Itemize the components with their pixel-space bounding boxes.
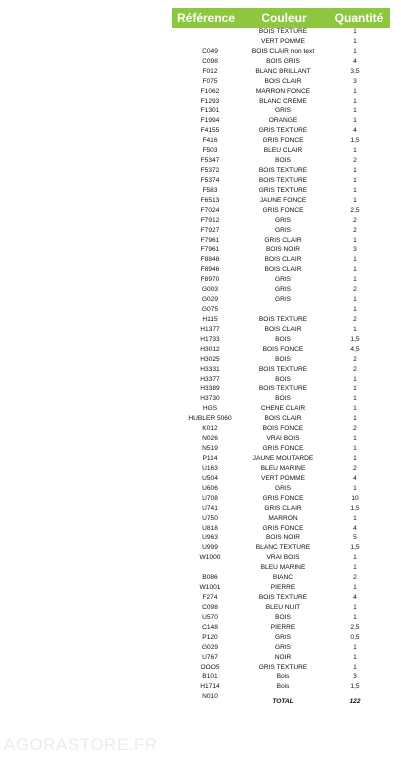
cell-reference: G075 <box>201 306 219 314</box>
cell-quantite: 1 <box>353 514 357 522</box>
cell-couleur: BOIS CLAIR <box>264 266 302 274</box>
cell-reference: N010 <box>202 693 218 701</box>
watermark: AGORASTORE.FR <box>4 735 158 754</box>
table-row <box>0 682 401 692</box>
cell-quantite: 1 <box>353 613 357 621</box>
cell-quantite: 2,5 <box>350 206 360 214</box>
cell-couleur: BLANC CREME <box>259 97 307 105</box>
cell-couleur: BOIS CLAIR <box>264 325 302 333</box>
cell-couleur: BOIS <box>275 355 291 363</box>
cell-reference: H3389 <box>200 385 220 393</box>
cell-quantite: 1 <box>353 266 357 274</box>
table-row <box>0 563 401 573</box>
cell-couleur: BOIS GRIS <box>266 57 300 65</box>
cell-quantite: 4 <box>353 57 357 65</box>
table-row <box>0 216 401 226</box>
table-row <box>0 325 401 335</box>
cell-couleur: BLEU MARINE <box>260 464 306 472</box>
table-row <box>0 424 401 434</box>
table-row <box>0 464 401 474</box>
table-row <box>0 295 401 305</box>
cell-reference: F1301 <box>200 107 220 115</box>
table-row <box>0 335 401 345</box>
table-row <box>0 623 401 633</box>
cell-reference: F503 <box>202 147 218 155</box>
cell-couleur <box>234 305 332 315</box>
table-row <box>0 573 401 583</box>
cell-reference: G029 <box>201 296 219 304</box>
cell-reference: F7961 <box>200 246 220 254</box>
cell-quantite: 1 <box>353 28 357 35</box>
cell-reference: H115 <box>202 315 218 323</box>
cell-couleur: GRIS <box>274 226 292 234</box>
cell-quantite: 1 <box>353 484 357 492</box>
table-row <box>0 196 401 206</box>
table-row <box>0 474 401 484</box>
total-label: TOTAL <box>272 698 294 705</box>
cell-reference: F5372 <box>200 167 220 175</box>
cell-quantite: 1 <box>353 37 357 45</box>
table-row <box>0 315 401 325</box>
table-row <box>0 543 401 553</box>
cell-quantite: 1 <box>353 296 357 304</box>
cell-couleur: GRIS FONCE <box>262 445 304 453</box>
table-row <box>0 265 401 275</box>
cell-couleur: BLANC BRILLANT <box>255 67 311 75</box>
cell-quantite: 2,5 <box>350 623 360 631</box>
cell-reference: P114 <box>202 454 218 462</box>
table-row <box>0 126 401 136</box>
cell-quantite: 1 <box>353 167 357 175</box>
cell-reference: C148 <box>202 623 218 631</box>
cell-quantite: 1 <box>353 643 357 651</box>
cell-quantite: 2 <box>353 286 357 294</box>
cell-reference: F6513 <box>200 196 220 204</box>
table-row <box>0 633 401 643</box>
cell-couleur: GRIS CLAIR <box>264 504 302 512</box>
cell-quantite: 1 <box>353 276 357 284</box>
cell-quantite: 1 <box>353 87 357 95</box>
cell-reference: U504 <box>202 474 218 482</box>
table-row <box>0 275 401 285</box>
cell-reference: H1377 <box>200 325 220 333</box>
cell-couleur: BOIS TEXTURE <box>258 315 308 323</box>
cell-couleur: BOIS TEXTURE <box>258 385 308 393</box>
table-row <box>0 514 401 524</box>
cell-reference: F1293 <box>200 97 220 105</box>
cell-couleur: NOIR <box>274 653 292 661</box>
cell-reference: F5347 <box>200 157 220 165</box>
cell-quantite: 1 <box>353 306 357 314</box>
table-row <box>0 553 401 563</box>
table-row <box>0 494 401 504</box>
header-quantite: Quantité <box>334 11 384 25</box>
cell-quantite: 2 <box>353 464 357 472</box>
cell-reference: N519 <box>202 445 218 453</box>
cell-reference: F012 <box>202 67 218 75</box>
cell-couleur: BOIS CLAIR <box>264 415 302 423</box>
cell-quantite: 1,5 <box>350 137 360 145</box>
cell-reference: U606 <box>202 484 218 492</box>
cell-reference: B101 <box>202 673 218 681</box>
cell-quantite: 1 <box>353 435 357 443</box>
cell-quantite: 1 <box>353 454 357 462</box>
cell-quantite: 2 <box>353 365 357 373</box>
cell-couleur: GRIS FONCE <box>262 206 304 214</box>
cell-couleur: GRIS <box>274 633 292 641</box>
cell-reference: F8970 <box>200 276 220 284</box>
cell-reference: U708 <box>202 494 218 502</box>
cell-couleur: Bois <box>276 683 290 691</box>
cell-couleur: GRIS <box>274 296 292 304</box>
cell-quantite: 1 <box>353 176 357 184</box>
cell-couleur: GRIS <box>274 216 292 224</box>
cell-couleur: BLEU MARINE <box>260 564 306 572</box>
cell-reference: U570 <box>202 613 218 621</box>
table-row <box>0 245 401 255</box>
table-row <box>0 47 401 57</box>
table-row <box>0 454 401 464</box>
table-row <box>0 116 401 126</box>
cell-quantite: 5 <box>353 534 357 542</box>
table-row <box>0 365 401 375</box>
table-row <box>0 672 401 682</box>
table-row <box>0 27 401 37</box>
cell-couleur: BOIS NOIR <box>265 246 301 254</box>
table-row <box>0 404 401 414</box>
cell-quantite: 1 <box>353 107 357 115</box>
cell-quantite: 1 <box>353 405 357 413</box>
cell-reference: F5374 <box>200 176 220 184</box>
cell-reference: U963 <box>202 534 218 542</box>
cell-quantite: 3 <box>353 77 357 85</box>
cell-couleur: BOIS TEXTURE <box>258 594 308 601</box>
cell-reference: K012 <box>202 425 218 433</box>
cell-quantite: 1 <box>353 186 357 194</box>
cell-couleur: JAUNE FONCE <box>259 196 307 204</box>
table-row <box>0 305 401 315</box>
cell-couleur: PIERRE <box>270 623 296 631</box>
cell-quantite: 1 <box>353 415 357 423</box>
cell-couleur: GRIS FONCE <box>262 524 304 532</box>
cell-couleur: BLEU NUIT <box>265 603 301 611</box>
cell-quantite: 1 <box>353 445 357 453</box>
cell-quantite: 1 <box>353 47 357 55</box>
cell-couleur: GRIS FONCE <box>262 137 304 145</box>
cell-reference: W1000 <box>199 554 221 562</box>
cell-reference: C049 <box>202 47 218 55</box>
cell-reference: U741 <box>202 504 218 512</box>
cell-couleur: BOIS CLAIR <box>264 77 302 85</box>
cell-reference: F4155 <box>200 127 220 135</box>
cell-couleur: BIANC <box>272 574 294 582</box>
cell-quantite: 4 <box>353 524 357 532</box>
cell-quantite: 1 <box>353 117 357 125</box>
cell-couleur: GRIS <box>274 484 292 492</box>
cell-couleur: BOIS FONCE <box>262 425 304 433</box>
cell-couleur: Bois <box>276 673 290 681</box>
cell-quantite: 4 <box>353 594 357 601</box>
cell-reference: U999 <box>202 544 218 552</box>
cell-couleur: GRIS <box>274 643 292 651</box>
cell-couleur: BOIS TEXTURE <box>258 365 308 373</box>
table-row <box>0 285 401 295</box>
cell-reference: U163 <box>202 464 218 472</box>
cell-quantite: 2 <box>353 157 357 165</box>
cell-quantite: 4,5 <box>350 345 360 353</box>
table-row <box>0 186 401 196</box>
cell-couleur: BOIS CLAIR non text <box>251 47 315 55</box>
cell-couleur: ORANGE <box>268 117 298 125</box>
cell-quantite: 1,5 <box>350 683 360 691</box>
cell-quantite: 1 <box>353 564 357 572</box>
table-row <box>0 176 401 186</box>
cell-couleur: MARRON <box>268 514 298 522</box>
cell-couleur: BOIS NOIR <box>265 534 301 542</box>
cell-reference: F8848 <box>200 256 220 264</box>
table-row <box>0 663 401 673</box>
header-couleur: Couleur <box>261 11 307 25</box>
table-row <box>0 87 401 97</box>
cell-reference: U750 <box>202 514 218 522</box>
header-reference: Référence <box>176 11 236 25</box>
cell-couleur: BOIS TEXTURE <box>258 28 308 35</box>
cell-reference: F7912 <box>200 216 220 224</box>
cell-quantite: 1 <box>353 236 357 244</box>
cell-quantite: 1 <box>353 196 357 204</box>
cell-quantite: 3 <box>353 673 357 681</box>
cell-reference: H3331 <box>200 365 220 373</box>
table-row <box>0 57 401 67</box>
cell-reference: F8946 <box>200 266 220 274</box>
cell-reference: G003 <box>201 286 219 294</box>
cell-reference: B086 <box>202 574 218 582</box>
cell-reference: H1733 <box>200 335 220 343</box>
table-row <box>0 156 401 166</box>
cell-couleur: BOIS <box>275 395 291 403</box>
cell-quantite: 1 <box>353 395 357 403</box>
cell-reference: G029 <box>201 643 219 651</box>
cell-quantite: 3 <box>353 246 357 254</box>
cell-quantite: 2 <box>353 216 357 224</box>
table-row <box>0 226 401 236</box>
cell-reference: OOO5 <box>200 663 220 671</box>
table-row <box>0 255 401 265</box>
table-row <box>0 593 401 603</box>
table-row <box>0 136 401 146</box>
table-row <box>0 533 401 543</box>
cell-reference: H3012 <box>200 345 220 353</box>
table-row <box>0 355 401 365</box>
cell-couleur: BOIS FONCE <box>262 345 304 353</box>
cell-reference: C098 <box>202 603 218 611</box>
table-row <box>0 67 401 77</box>
cell-quantite: 1 <box>353 375 357 383</box>
cell-couleur: BOIS <box>275 375 291 383</box>
table-row <box>0 643 401 653</box>
cell-couleur: VRAI BOIS <box>266 435 300 443</box>
cell-couleur: GRIS TEXTURE <box>258 663 308 671</box>
cell-quantite: 10 <box>351 494 359 502</box>
cell-reference: P120 <box>202 633 218 641</box>
cell-quantite: 1 <box>353 256 357 264</box>
cell-couleur: BOIS TEXTURE <box>258 176 308 184</box>
cell-quantite: 2 <box>353 425 357 433</box>
cell-reference: H3025 <box>200 355 220 363</box>
cell-reference: F274 <box>202 594 218 601</box>
cell-quantite: 2 <box>353 226 357 234</box>
table-row <box>0 444 401 454</box>
cell-couleur: GRIS <box>274 286 292 294</box>
table-row <box>0 434 401 444</box>
table-row <box>0 345 401 355</box>
cell-reference: U818 <box>202 524 218 532</box>
cell-reference: HGS <box>202 405 218 413</box>
table-row <box>0 375 401 385</box>
cell-couleur: BLEU CLAIR <box>263 147 303 155</box>
cell-reference: C098 <box>202 57 218 65</box>
cell-reference: U767 <box>202 653 218 661</box>
cell-couleur: GRIS TEXTURE <box>258 186 308 194</box>
table-row <box>0 236 401 246</box>
cell-quantite: 4 <box>353 474 357 482</box>
table-row <box>0 106 401 116</box>
table-row <box>0 77 401 87</box>
cell-quantite: 0,5 <box>350 633 360 641</box>
cell-couleur: VERT POMME <box>260 37 306 45</box>
cell-quantite: 1 <box>353 554 357 562</box>
cell-quantite: 4 <box>353 127 357 135</box>
cell-reference: F416 <box>202 137 218 145</box>
cell-quantite: 3,5 <box>350 67 360 75</box>
cell-couleur: GRIS TEXTURE <box>258 127 308 135</box>
cell-couleur: VRAI BOIS <box>266 554 300 562</box>
cell-couleur: PIERRE <box>270 584 296 592</box>
cell-reference: H3377 <box>200 375 220 383</box>
table-row <box>0 504 401 514</box>
cell-couleur: GRIS <box>274 276 292 284</box>
cell-couleur: VERT POMME <box>260 474 306 482</box>
table-row <box>0 524 401 534</box>
cell-quantite: 1 <box>353 603 357 611</box>
cell-quantite: 1 <box>353 147 357 155</box>
cell-quantite: 1 <box>353 325 357 333</box>
table-row <box>0 394 401 404</box>
cell-couleur: CHENE CLAIR <box>260 405 306 413</box>
cell-quantite: 1,5 <box>350 544 360 552</box>
cell-quantite: 2 <box>353 315 357 323</box>
cell-quantite: 1 <box>353 653 357 661</box>
cell-reference: F7024 <box>200 206 220 214</box>
cell-couleur: GRIS FONCE <box>262 494 304 502</box>
table-row <box>0 653 401 663</box>
cell-couleur: GRIS CLAIR <box>264 236 302 244</box>
table-row <box>0 166 401 176</box>
cell-quantite: 1 <box>353 97 357 105</box>
cell-reference: F583 <box>202 186 218 194</box>
total-value: 122 <box>349 698 361 705</box>
table-row <box>0 384 401 394</box>
table-row <box>0 484 401 494</box>
cell-reference: F075 <box>202 77 218 85</box>
table-row <box>0 97 401 107</box>
cell-quantite: 1 <box>353 385 357 393</box>
total-row <box>0 697 401 707</box>
cell-quantite: 1 <box>353 584 357 592</box>
cell-couleur: BLANC TEXTURE <box>255 544 311 552</box>
table-header <box>172 8 390 28</box>
table-row <box>0 146 401 156</box>
cell-couleur: GRIS <box>274 107 292 115</box>
cell-reference: F1994 <box>200 117 220 125</box>
cell-couleur: BOIS CLAIR <box>264 256 302 264</box>
cell-reference: W1001 <box>199 584 221 592</box>
cell-reference: H1714 <box>200 683 220 691</box>
cell-reference: F7961 <box>200 236 220 244</box>
cell-couleur: BOIS <box>275 613 291 621</box>
cell-reference: HUBLER 5060 <box>188 415 232 423</box>
cell-couleur: JAUNE MOUTARDE <box>252 454 314 462</box>
cell-couleur: MARRON FONCE <box>255 87 311 95</box>
table-row <box>0 583 401 593</box>
cell-quantite: 1,5 <box>350 504 360 512</box>
table-row <box>0 603 401 613</box>
cell-couleur: BOIS <box>275 335 291 343</box>
table-row <box>0 206 401 216</box>
cell-quantite: 1,5 <box>350 335 360 343</box>
cell-quantite: 1 <box>353 663 357 671</box>
cell-reference: H3730 <box>200 395 220 403</box>
cell-couleur: BOIS TEXTURE <box>258 167 308 175</box>
table-row <box>0 613 401 623</box>
table-row <box>0 37 401 47</box>
cell-reference: F7927 <box>200 226 220 234</box>
cell-quantite: 2 <box>353 574 357 582</box>
table-row <box>0 414 401 424</box>
cell-couleur: BOIS <box>275 157 291 165</box>
cell-reference: N026 <box>202 435 218 443</box>
cell-reference: F1062 <box>200 87 220 95</box>
cell-quantite: 2 <box>353 355 357 363</box>
